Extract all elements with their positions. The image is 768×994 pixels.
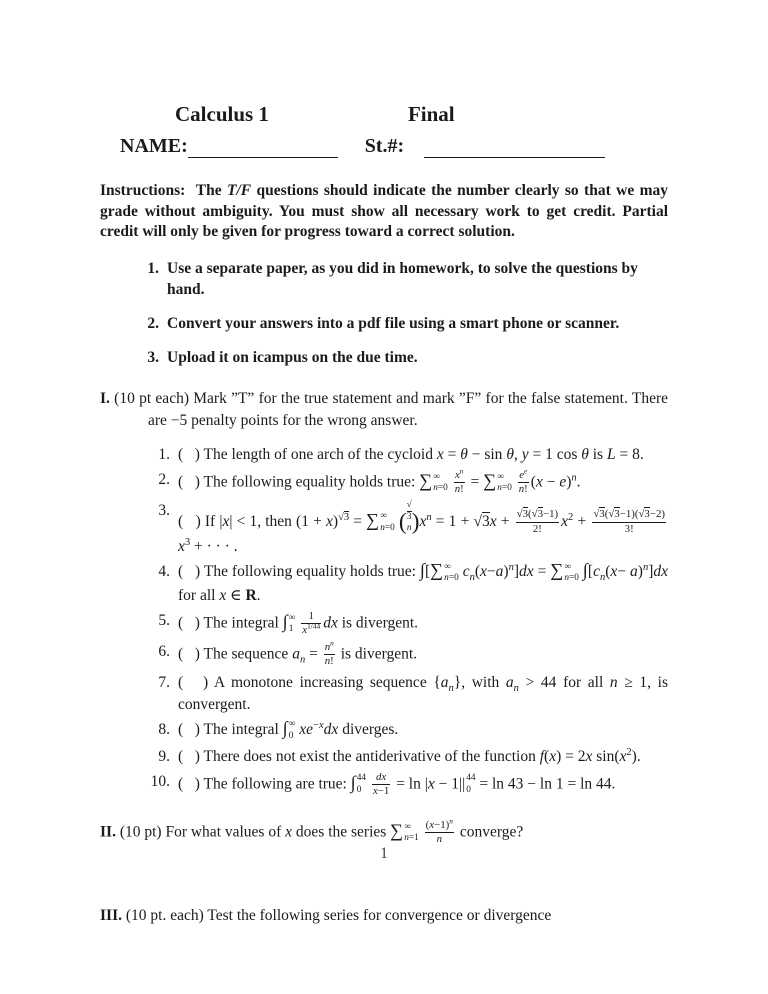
question-number: 5. — [158, 611, 170, 629]
tf-question — [144, 638, 668, 669]
tf-question — [144, 672, 668, 716]
question-text: ( ) The integral ∫ ∞ 1 $\frac{1}{x^{1/44}}$ dx is divergent. — [178, 609, 419, 637]
question-number: 7. — [158, 674, 170, 692]
document-body — [100, 103, 668, 927]
list-item — [143, 259, 668, 301]
question-text: ( ) The length of one arch of the cycloid x = θ − sin θ, y = 1 cos θ is L = 8. — [178, 445, 644, 463]
question-text: ( ) A monotone increasing sequence $\{a_n\}$, with $a_n > 44$ for all n ≥ 1, is convergent. — [178, 674, 668, 714]
tf-question-list — [100, 444, 668, 799]
tf-question — [144, 444, 668, 466]
name-row — [100, 135, 668, 158]
question-text: ( ) The integral ∫ ∞ 0 $xe^{-x}dx$ diverges. — [178, 718, 399, 741]
list-item-text: Upload it on icampus on the due time. — [167, 348, 418, 366]
section-1-heading: I. (10 pt each) Mark ”T” for the true statement and mark ”F” for the false statement. There are −5 penalty points for the wrong answer. — [100, 389, 668, 429]
student-number-blank-line — [424, 135, 605, 158]
question-number: 8. — [158, 721, 170, 739]
instructions-paragraph: Instructions: The T/F questions should indicate the number clearly so that we may grade without ambiguity. You must show all necessary work to get credit. Partial credit will only be given for progress toward a correct solution. — [100, 182, 668, 241]
list-item-number: 2. — [147, 314, 159, 332]
question-number: 2. — [158, 470, 170, 488]
question-text: ( ) If |x| < 1, then $(1 + x)^{√3}$ = ∑ ∞ n=0 ( √ 3 n )$x^n = 1 + √3x$ + $\frac{√3(√3-1)}{2!}$ $x^2$ + $\frac{√3(√3-1)(√3-2)}{3!}$ $x^3$ + · · · . — [178, 499, 665, 556]
question-number: 1. — [158, 445, 170, 463]
question-text: ( ) The following equality holds true: ∑ ∞ n=0 $\frac{x^n}{n!}$ = ∑ ∞ n=0 $\frac{e^e}{n!}$ $(x - e)^n$. — [178, 466, 581, 496]
question-text: ( ) The following are true: ∫ 44 0 $\frac{dx}{x-1}$ = ln |x − 1|| 44 0 = ln 43 − ln 1 = ln 44. — [178, 770, 616, 798]
section-2-heading: II. (10 pt) For what values of x does the series ∑ ∞ n=1 $\frac{(x-1)^n}{n}$ converge? — [100, 816, 524, 846]
tf-question — [144, 561, 668, 607]
question-text: ( ) The sequence $a_n$ = $\frac{n^n}{n!}$ is divergent. — [178, 638, 418, 668]
list-item-number: 1. — [147, 259, 159, 277]
question-text: ( ) The following equality holds true: ∫[∑ ∞ n=0 $c_n(x-a)^n]dx$ = ∑ ∞ n=0 $\int[c_n(x- a)^n]dx$ for all x ∈ R. — [178, 560, 669, 604]
question-number: 4. — [158, 563, 170, 581]
section-3-heading: III. (10 pt. each) Test the following series for convergence or divergence — [100, 906, 552, 924]
course-title: Calculus 1 — [175, 102, 269, 126]
list-item-text: Use a separate paper, as you did in homework, to solve the questions by hand. — [167, 259, 638, 298]
question-number: 3. — [158, 501, 170, 519]
name-blank-line — [188, 135, 338, 158]
tf-question — [144, 746, 668, 768]
exam-type-title: Final — [407, 102, 455, 126]
tf-question — [144, 719, 668, 743]
question-text: ( ) There does not exist the antiderivative of the function f(x) = 2x $\sin(x^2)$. — [178, 746, 641, 765]
name-label: NAME: — [120, 135, 188, 158]
page-number: 1 — [380, 845, 388, 862]
tf-question — [144, 500, 668, 559]
list-item — [143, 348, 668, 369]
list-item-number: 3. — [147, 348, 159, 366]
list-item — [143, 314, 668, 335]
question-number: 9. — [158, 747, 170, 765]
general-directions-list — [100, 259, 668, 369]
tf-question — [144, 610, 668, 638]
tf-question — [144, 771, 668, 799]
question-number: 6. — [158, 642, 170, 660]
exam-title-row — [100, 103, 668, 126]
tf-question — [144, 466, 668, 497]
list-item-text: Convert your answers into a pdf file using a smart phone or scanner. — [167, 314, 620, 332]
question-number: 10. — [150, 772, 170, 790]
student-number-label: St.#: — [364, 135, 405, 158]
